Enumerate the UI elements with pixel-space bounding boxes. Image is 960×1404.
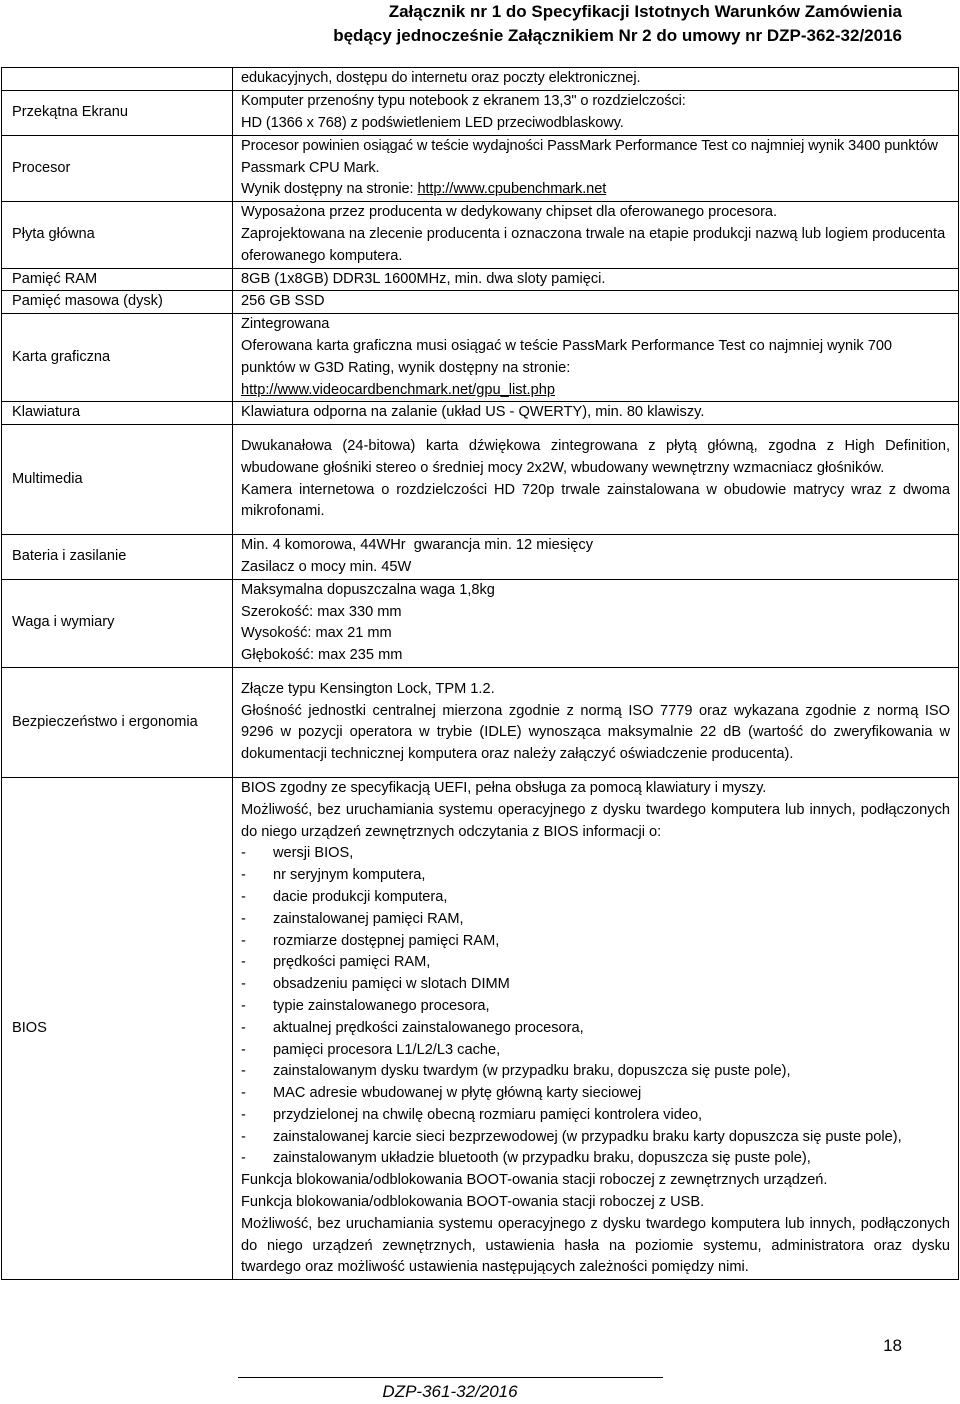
list-item-text: pamięci procesora L1/L2/L3 cache,: [273, 1041, 501, 1058]
list-item: [241, 1148, 950, 1170]
list-item-text: MAC adresie wbudowanej w płytę główną karty sieciowej: [273, 1085, 642, 1102]
list-item: [241, 974, 950, 996]
list-item-text: zainstalowanej karcie sieci bezprzewodowej (w przypadku braku karty dopuszcza się puste pole),: [273, 1128, 902, 1145]
list-dash: -: [241, 1063, 246, 1080]
multimedia-line: Dwukanałowa (24-bitowa) karta dźwiękowa zintegrowana z płytą główną, zgodna z High Definition, wbudowane głośniki stereo o średniej mocy 2x2W, wbudowany wewnętrzny wzmacniacz głośników.: [241, 438, 950, 476]
battery-line: Zasilacz o mocy min. 45W: [241, 558, 412, 575]
cpubenchmark-link[interactable]: http://www.cpubenchmark.net: [417, 181, 607, 198]
row-value-keyboard: Klawiatura odporna na zalanie (układ US - QWERTY), min. 80 klawiszy.: [233, 402, 959, 425]
list-item: [241, 1040, 950, 1062]
footer-reference: DZP-361-32/2016: [382, 1382, 518, 1401]
row-label: [2, 68, 233, 91]
list-dash: -: [241, 867, 246, 884]
list-item: [241, 1127, 950, 1149]
row-label-bios: BIOS: [2, 777, 233, 1279]
row-value-battery: [233, 535, 959, 580]
motherboard-line: Zaprojektowana na zlecenie producenta i oznaczona trwale na etapie produkcji nazwą lub logiem producenta oferowanego komputera.: [241, 225, 946, 264]
row-value-screen: [233, 90, 959, 135]
table-row: [2, 90, 959, 135]
row-value-security: [233, 667, 959, 777]
bios-line: BIOS zgodny ze specyfikacją UEFI, pełna obsługa za pomocą klawiatury i myszy.: [241, 779, 767, 796]
battery-line: Min. 4 komorowa, 44WHr gwarancja min. 12 miesięcy: [241, 537, 593, 554]
screen-line: Komputer przenośny typu notebook z ekranem 13,3" o rozdzielczości:: [241, 93, 686, 109]
table-row: [2, 314, 959, 402]
weight-line: Głębokość: max 235 mm: [241, 647, 403, 664]
bios-line: Możliwość, bez uruchamiania systemu operacyjnego z dysku twardego komputera lub innych, podłączonych do niego urządzeń zewnętrznych odczytania z BIOS informacji o:: [241, 801, 950, 840]
list-item: [241, 931, 950, 953]
list-item: [241, 952, 950, 974]
footer-divider: [238, 1377, 663, 1378]
list-item-text: przydzielonej na chwilę obecną rozmiaru pamięci kontrolera video,: [273, 1106, 703, 1123]
row-label-storage: Pamięć masowa (dysk): [2, 291, 233, 314]
spec-table: [1, 67, 959, 1280]
table-row: [2, 268, 959, 291]
row-label-screen: Przekątna Ekranu: [2, 90, 233, 135]
screen-line: HD (1366 x 768) z podświetleniem LED przeciwodblaskowy.: [241, 114, 624, 131]
list-dash: -: [241, 1085, 246, 1102]
list-item-text: dacie produkcji komputera,: [273, 888, 448, 905]
list-item-text: nr seryjnym komputera,: [273, 867, 426, 884]
list-item: [241, 887, 950, 909]
list-item: [241, 1018, 950, 1040]
table-row: [2, 777, 959, 1279]
list-dash: -: [241, 845, 246, 862]
list-dash: -: [241, 997, 246, 1014]
security-line: Złącze typu Kensington Lock, TPM 1.2.: [241, 680, 495, 697]
list-dash: -: [241, 976, 246, 993]
row-label-motherboard: Płyta główna: [2, 202, 233, 268]
row-label-battery: Bateria i zasilanie: [2, 535, 233, 580]
table-row: [2, 667, 959, 777]
gpu-line: Zintegrowana: [241, 316, 330, 333]
weight-line: Szerokość: max 330 mm: [241, 603, 402, 620]
list-dash: -: [241, 1106, 246, 1123]
row-label-keyboard: Klawiatura: [2, 402, 233, 425]
list-dash: -: [241, 888, 246, 905]
list-item: [241, 843, 950, 865]
page-number: 18: [883, 1336, 902, 1355]
list-dash: -: [241, 1128, 246, 1145]
document-header: [333, 0, 902, 48]
row-label-gpu: Karta graficzna: [2, 314, 233, 402]
weight-line: Wysokość: max 21 mm: [241, 625, 392, 642]
list-item-text: zainstalowanym układzie bluetooth (w przypadku braku, dopuszcza się puste pole),: [273, 1150, 811, 1167]
list-dash: -: [241, 954, 246, 971]
row-value-gpu: [233, 314, 959, 402]
row-label-security: Bezpieczeństwo i ergonomia: [2, 667, 233, 777]
list-item-text: zainstalowanym dysku twardym (w przypadku braku, dopuszcza się puste pole),: [273, 1063, 791, 1080]
header-line-1: Załącznik nr 1 do Specyfikacji Istotnych Warunków Zamówienia: [388, 2, 902, 21]
list-dash: -: [241, 932, 246, 949]
row-label-cpu: Procesor: [2, 135, 233, 201]
bios-line: Możliwość, bez uruchamiania systemu operacyjnego z dysku twardego komputera lub innych, podłączonych do niego urządzeń zewnętrznych, ustawienia hasła na poziomie systemu, administratora oraz dysku twardego oraz możliwość ustawienia następujących zależności pomiędzy nimi.: [241, 1215, 950, 1276]
security-line: Głośność jednostki centralnej mierzona zgodnie z normą ISO 7779 oraz wykazana zgodnie z normą ISO 9296 w pozycji operatora w trybie (IDLE) wynosząca maksymalnie 22 dB (wartość do zweryfikowania w dokumentacji technicznej komputera oraz należy załączyć oświadczenie producenta).: [241, 702, 950, 763]
cpu-text: Procesor powinien osiągać w teście wydajności PassMark Performance Test co najmniej wynik 3400 punktów Passmark CPU Mark.: [241, 137, 938, 176]
motherboard-line: Wyposażona przez producenta w dedykowany chipset dla oferowanego procesora.: [241, 204, 778, 221]
row-value-motherboard: [233, 202, 959, 268]
bios-line: Funkcja blokowania/odblokowania BOOT-owania stacji roboczej z USB.: [241, 1194, 705, 1211]
row-value-multimedia: [233, 425, 959, 535]
bios-line: Funkcja blokowania/odblokowania BOOT-owania stacji roboczej z zewnętrznych urządzeń.: [241, 1172, 828, 1189]
list-dash: -: [241, 910, 246, 927]
table-row: [2, 202, 959, 268]
table-row: [2, 535, 959, 580]
weight-line: Maksymalna dopuszczalna waga 1,8kg: [241, 581, 495, 598]
table-row: [2, 425, 959, 535]
row-label-weight: Waga i wymiary: [2, 579, 233, 667]
network-text: edukacyjnych, dostępu do internetu oraz poczty elektronicznej.: [241, 70, 641, 86]
header-line-2: będący jednocześnie Załącznikiem Nr 2 do umowy nr DZP-362-32/2016: [333, 26, 902, 45]
table-row: [2, 579, 959, 667]
list-dash: -: [241, 1150, 246, 1167]
list-item-text: typie zainstalowanego procesora,: [273, 997, 490, 1014]
row-value-weight: [233, 579, 959, 667]
bios-info-list: [241, 843, 950, 1170]
multimedia-line: Kamera internetowa o rozdzielczości HD 720p trwale zainstalowana w obudowie matrycy wraz z dwoma mikrofonami.: [241, 481, 950, 520]
list-dash: -: [241, 1019, 246, 1036]
list-item: [241, 1083, 950, 1105]
table-row: [2, 135, 959, 201]
row-value-storage: 256 GB SSD: [233, 291, 959, 314]
table-row: [2, 402, 959, 425]
list-dash: -: [241, 1041, 246, 1058]
list-item-text: obsadzeniu pamięci w slotach DIMM: [273, 976, 510, 993]
row-value-ram: 8GB (1x8GB) DDR3L 1600MHz, min. dwa sloty pamięci.: [233, 268, 959, 291]
row-label-ram: Pamięć RAM: [2, 268, 233, 291]
list-item: [241, 865, 950, 887]
list-item-text: wersji BIOS,: [273, 845, 354, 862]
gpu-line: Oferowana karta graficzna musi osiągać w teście PassMark Performance Test co najmniej wynik 700 punktów w G3D Rating, wynik dostępny na stronie:: [241, 337, 893, 376]
row-value: [233, 68, 959, 91]
list-item-text: prędkości pamięci RAM,: [273, 954, 431, 971]
list-item: [241, 909, 950, 931]
cpu-link-prefix: Wynik dostępny na stronie:: [241, 181, 418, 198]
table-row: [2, 68, 959, 91]
row-value-cpu: [233, 135, 959, 201]
list-item-text: zainstalowanej pamięci RAM,: [273, 910, 464, 927]
row-label-multimedia: Multimedia: [2, 425, 233, 535]
list-item-text: aktualnej prędkości zainstalowanego procesora,: [273, 1019, 584, 1036]
list-item-text: rozmiarze dostępnej pamięci RAM,: [273, 932, 500, 949]
list-item: [241, 1105, 950, 1127]
row-value-bios: [233, 777, 959, 1279]
list-item: [241, 1061, 950, 1083]
list-item: [241, 996, 950, 1018]
videocardbenchmark-link[interactable]: http://www.videocardbenchmark.net/gpu_list.php: [241, 381, 555, 398]
table-row: [2, 291, 959, 314]
